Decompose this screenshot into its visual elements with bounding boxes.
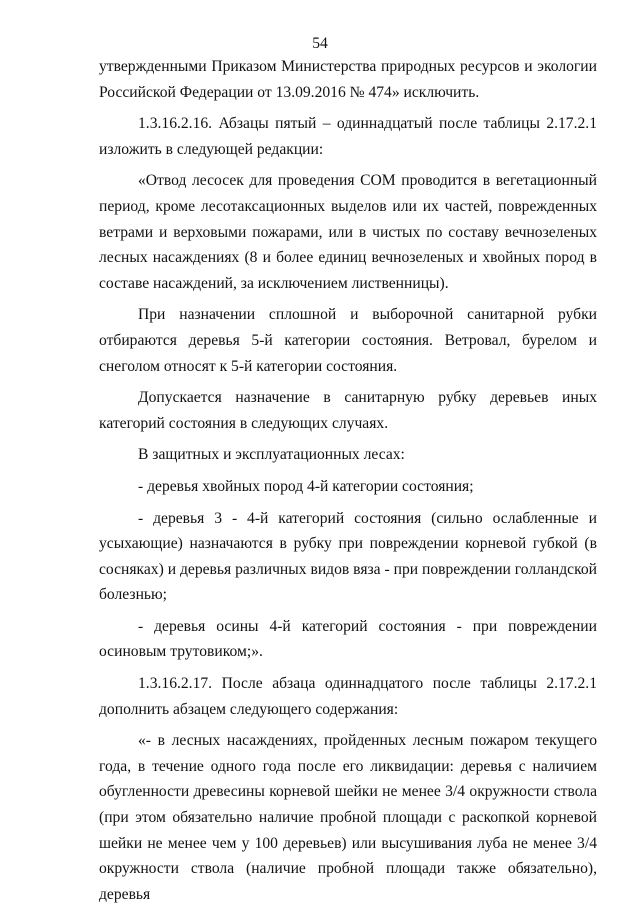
document-body	[99, 54, 597, 907]
paragraph-sanitary-felling: При назначении сплошной и выборочной санитарной рубки отбираются деревья 5-й категории состояния. Ветровал, бурелом и снеголом относят к 5-й категории состояния.	[99, 306, 597, 375]
paragraph-protective-forests: В защитных и эксплуатационных лесах:	[138, 446, 405, 464]
paragraph-allowed-cases: Допускается назначение в санитарную рубку деревьев иных категорий состояния в следующих случаях.	[99, 389, 597, 432]
paragraph-amendment-16: 1.3.16.2.16. Абзацы пятый – одиннадцатый после таблицы 2.17.2.1 изложить в следующей редакции:	[99, 115, 597, 158]
paragraph-allotment-rules: «Отвод лесосек для проведения СОМ проводится в вегетационный период, кроме лесотаксационных выделов или их частей, поврежденных ветрами и верховыми пожарами, или в чистых по составу вечнозеленых лесных насаждениях (8 и более единиц вечнозеленых и хвойных пород в составе насаждений, за исключением лиственницы).	[99, 172, 597, 292]
paragraph-amendment-17: 1.3.16.2.17. После абзаца одиннадцатого после таблицы 2.17.2.1 дополнить абзацем следующего содержания:	[99, 675, 597, 718]
list-item-conifers: - деревья хвойных пород 4-й категории состояния;	[138, 477, 474, 495]
list-item-aspen: - деревья осины 4-й категорий состояния - при повреждении осиновым трутовиком;».	[99, 617, 597, 661]
page-number: 54	[312, 35, 328, 52]
paragraph-fire-damaged-stands: «- в лесных насаждениях, пройденных лесным пожаром текущего года, в течение одного года после его ликвидации: деревья с наличием обугленности древесины корневой шейки не менее 3/4 окружности ствола (при этом обязательно наличие пробной площади с раскопкой корневой шейки не менее чем у 100 деревьев) или высушивания луба не менее 3/4 окружности ствола (наличие пробной площади также обязательно), деревья	[99, 732, 597, 903]
list-item-categories-3-4: - деревья 3 - 4-й категорий состояния (сильно ослабленные и усыхающие) назначаются в рубку при повреждении корневой губкой (в сосняках) и деревья различных видов вяза - при повреждении голландской болезнью;	[99, 509, 597, 604]
paragraph-continuation: утвержденными Приказом Министерства природных ресурсов и экологии Российской Федерации от 13.09.2016 № 474» исключить.	[99, 58, 597, 101]
